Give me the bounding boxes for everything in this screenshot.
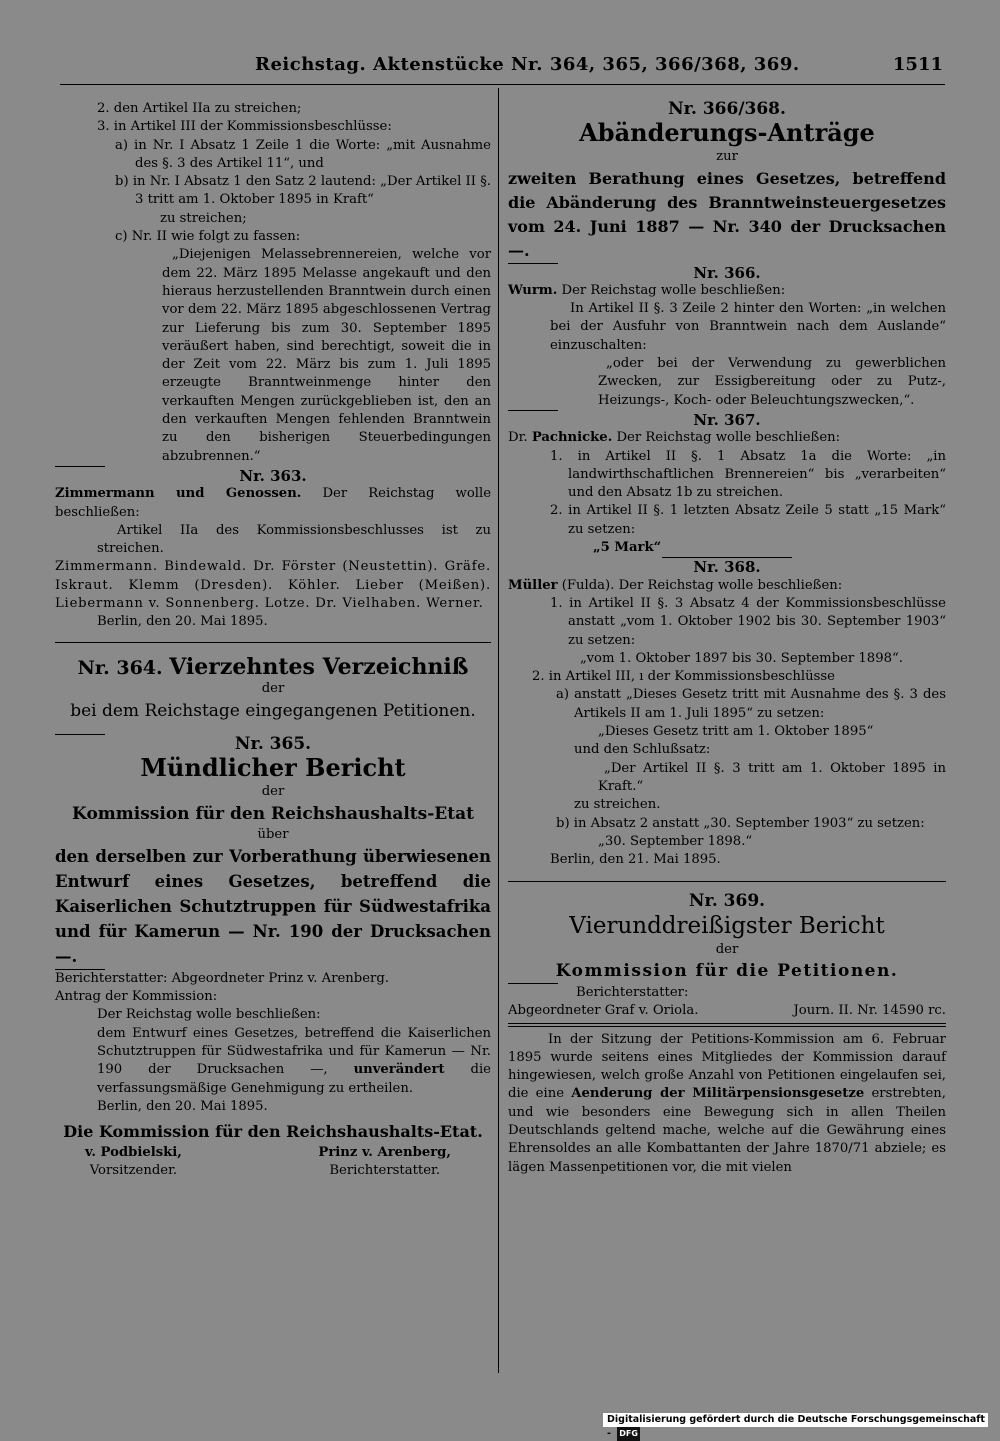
list-item: 2. in Artikel III, ı der Kommissionsbeschlüsse xyxy=(532,669,835,685)
page-header xyxy=(60,50,945,85)
amount-value: „5 Mark“ xyxy=(593,540,662,556)
signature-role: Vorsitzender. xyxy=(89,1163,178,1179)
section-title: Vierzehntes Verzeichniß xyxy=(169,653,469,680)
list-item: 1. in Artikel II §. 1 Absatz 1a die Worte: „in landwirthschaftlichen Brennereien“ bis „verarbeiten“ und den Absatz 1b zu streichen. xyxy=(550,448,946,501)
motion-text: In Artikel II §. 3 Zeile 2 hinter den Worten: „in welchen bei der Ausfuhr von Branntwein nach dem Auslande“ einzuschalten: xyxy=(550,301,946,353)
motion-lead-prefix: Dr. xyxy=(508,430,532,446)
dfg-logo: DFG xyxy=(617,1427,640,1441)
signature-chair xyxy=(85,1144,182,1181)
motion-intro-text: Der Reichstag wolle beschließen: xyxy=(557,282,786,298)
motion-intro xyxy=(55,485,491,522)
reporter-label: Berichterstatter: xyxy=(576,984,689,1000)
section-number: Nr. 369. xyxy=(688,891,766,912)
motion-text: Artikel IIa des Kommissionsbeschlusses ist zu streichen. xyxy=(97,522,491,557)
amendment-subject: zweiten Berathung eines Gesetzes, betreffend die Abänderung des Branntweinsteuergesetzes vom 24. Juni 1887 — Nr. 340 der Drucksachen —. xyxy=(508,168,946,260)
section-number: Nr. 365. xyxy=(234,733,312,754)
continuation-line: zu streichen. xyxy=(574,797,661,813)
quote-line: „Dieses Gesetz tritt am 1. Oktober 1895“ xyxy=(598,724,874,740)
continuation-line: und den Schlußsatz: xyxy=(574,742,711,758)
signature-name: v. Podbielski, xyxy=(85,1145,182,1161)
page-number: 1511 xyxy=(892,54,943,75)
section-title: Vierunddreißigster Bericht xyxy=(569,912,885,939)
section-number: Nr. 367. xyxy=(693,410,761,429)
funding-footer xyxy=(603,1413,988,1439)
list-item: zu streichen; xyxy=(160,210,247,226)
body-text-a: In der Sitzung der Petitions-Kommission am 6. Februar 1895 wurde seitens eines Mitgliedes der Kommission darauf hingewiesen, welch große Anzahl von Petitionen eingelaufen sei, die eine xyxy=(508,1031,946,1102)
left-column xyxy=(55,100,491,1181)
list-item: 2. in Artikel II §. 1 letzten Absatz Zeile 5 statt „15 Mark“ zu setzen: xyxy=(550,503,946,537)
connector-word: zur xyxy=(716,149,738,165)
motion-intro-text: Der Reichstag wolle beschließen: xyxy=(612,430,841,446)
motion-intro-text: Der Reichstag wolle beschließen: xyxy=(55,486,491,520)
section-number: Nr. 368. xyxy=(693,558,761,577)
quote-line: „vom 1. Oktober 1897 bis 30. September 1898“. xyxy=(580,650,903,666)
body-text-b: erstrebten, und wie besonders eine Bewegung sich in allen Theilen Deutschlands geltend mache, welche auf die Gewährung eines Ehrensoldes an alle Kombattanten der Jahre 1870/71 abziele; es lägen Massenpetitionen vor, die mit vielen xyxy=(508,1086,946,1175)
running-title: Reichstag. Aktenstücke Nr. 364, 365, 366/368, 369. xyxy=(255,54,800,75)
list-item: c) Nr. II wie folgt zu fassen: xyxy=(115,229,301,245)
reporter-name: Abgeordneter Graf v. Oriola. xyxy=(508,1003,699,1019)
divider xyxy=(55,642,491,643)
motion-text-a: dem Entwurf eines Gesetzes, betreffend die Kaiserlichen Schutztruppen für Südwestafrika und für Kamerun — Nr. 190 der Drucksachen —, xyxy=(97,1025,491,1078)
commission-title: Kommission für den Reichshaushalts-Etat xyxy=(72,803,474,824)
connector-word: der xyxy=(261,680,285,696)
list-item: a) in Nr. I Absatz 1 Zeile 1 die Worte: „mit Ausnahme des §. 3 des Artikel 11“, und xyxy=(115,137,491,171)
commission-title: Kommission für die Petitionen. xyxy=(555,960,899,981)
date-line: Berlin, den 20. Mai 1895. xyxy=(97,614,268,630)
signature-block xyxy=(55,1144,491,1181)
signers: Zimmermann. Bindewald. Dr. Förster (Neustettin). Gräfe. Iskraut. Klemm (Dresden). Köhler. Lieber (Meißen). Liebermann v. Sonnenberg. Lotze. Dr. Vielhaben. Werner. xyxy=(55,559,491,612)
divider xyxy=(508,881,946,882)
list-item: 2. den Artikel IIa zu streichen; xyxy=(97,101,302,116)
body-emphasis: Aenderung der Militärpensionsgesetze xyxy=(571,1086,865,1102)
report-subject: den derselben zur Vorberathung überwiesenen Entwurf eines Gesetzes, betreffend die Kaiserlichen Schutztruppen für Südwestafrika und für Kamerun — Nr. 190 der Drucksachen —. xyxy=(55,846,491,966)
footer-text: Digitalisierung gefördert durch die Deutsche Forschungsgemeinschaft - xyxy=(607,1414,985,1439)
connector-word: der xyxy=(715,941,739,957)
quote-block: „Diejenigen Melassebrennereien, welche vor dem 22. März 1895 Melasse angekauft und den hieraus herzustellenden Branntwein durch einen vor dem 22. März 1895 abgeschlossenen Vertrag zur Lieferung bis zum 30. September 1895 veräußert haben, sind berechtigt, soweit die in der Zeit vom 22. März bis zum 1. Juli 1895 erzeugte Branntweinmenge hinter den verkauften Mengen zurückgeblieben ist, den an den verkauften Mengen fehlenden Branntwein zu den bisherigen Steuerbedingungen abzubrennen.“ xyxy=(162,247,491,464)
list-item: b) in Absatz 2 anstatt „30. September 1903“ zu setzen: xyxy=(556,815,925,831)
quote-line: „30. September 1898.“ xyxy=(598,833,753,849)
motion-lead: Pachnicke. xyxy=(531,430,613,446)
column-divider xyxy=(498,88,499,1373)
motion-lead: Zimmermann und Genossen. xyxy=(55,486,302,502)
reporter-row xyxy=(508,1002,946,1023)
section-title: Mündlicher Bericht xyxy=(140,753,406,783)
connector-word: der xyxy=(261,784,285,800)
section-number: Nr. 366/368. xyxy=(668,99,786,119)
motion-intro xyxy=(508,429,946,447)
commission-closing: Die Kommission für den Reichshaushalts-Etat. xyxy=(63,1122,483,1142)
section-subtitle: bei dem Reichstage eingegangenen Petitionen. xyxy=(70,700,476,721)
motion-intro: Der Reichstag wolle beschließen: xyxy=(97,1007,321,1023)
reporter-line: Berichterstatter: Abgeordneter Prinz v. Arenberg. xyxy=(55,970,389,986)
report-body xyxy=(508,1031,946,1177)
motion-emphasis: unverändert xyxy=(353,1062,445,1078)
date-line: Berlin, den 21. Mai 1895. xyxy=(550,852,721,868)
motion-label: Antrag der Kommission: xyxy=(55,989,218,1005)
motion-lead: Müller xyxy=(508,577,558,593)
section-title: Abänderungs-Anträge xyxy=(579,118,875,148)
list-item: 1. in Artikel II §. 3 Absatz 4 der Kommissionsbeschlüsse anstatt „vom 1. Oktober 1902 bis 30. September 1903“ zu setzen: xyxy=(550,595,946,648)
double-rule xyxy=(508,1024,946,1027)
motion-intro xyxy=(508,577,946,595)
right-column xyxy=(508,100,946,1177)
list-item: 3. in Artikel III der Kommissionsbeschlüsse: xyxy=(97,119,392,135)
motion-text-b: die verfassungsmäßige Genehmigung zu ertheilen. xyxy=(97,1062,491,1096)
section-number: Nr. 364. xyxy=(77,656,163,679)
signature-reporter xyxy=(318,1144,451,1181)
list-item: b) in Nr. I Absatz 1 den Satz 2 lautend: „Der Artikel II §. 3 tritt am 1. Oktober 1895 in Kraft“ xyxy=(115,174,491,208)
journal-number: Journ. II. Nr. 14590 rc. xyxy=(793,1003,946,1019)
motion-intro xyxy=(508,282,946,300)
quote-block: „oder bei der Verwendung zu gewerblichen Zwecken, zur Essigbereitung oder zu Putz-, Heizungs-, Koch- oder Beleuchtungszwecken,“. xyxy=(598,356,946,408)
section-title-364 xyxy=(55,655,491,680)
section-number: Nr. 366. xyxy=(693,263,761,282)
motion-intro-text: (Fulda). Der Reichstag wolle beschließen: xyxy=(557,577,843,593)
signature-name: Prinz v. Arenberg, xyxy=(318,1145,451,1161)
list-item: a) anstatt „Dieses Gesetz tritt mit Ausnahme des §. 3 des Artikels II am 1. Juli 1895“ zu setzen: xyxy=(556,687,946,721)
section-number: Nr. 363. xyxy=(239,466,307,485)
connector-word: über xyxy=(257,826,289,842)
signature-role: Berichterstatter. xyxy=(329,1163,441,1179)
date-line: Berlin, den 20. Mai 1895. xyxy=(97,1098,268,1114)
motion-text xyxy=(55,1025,491,1098)
quote-line: „Der Artikel II §. 3 tritt am 1. Oktober 1895 in Kraft.“ xyxy=(598,760,946,794)
motion-lead: Wurm. xyxy=(508,282,558,298)
